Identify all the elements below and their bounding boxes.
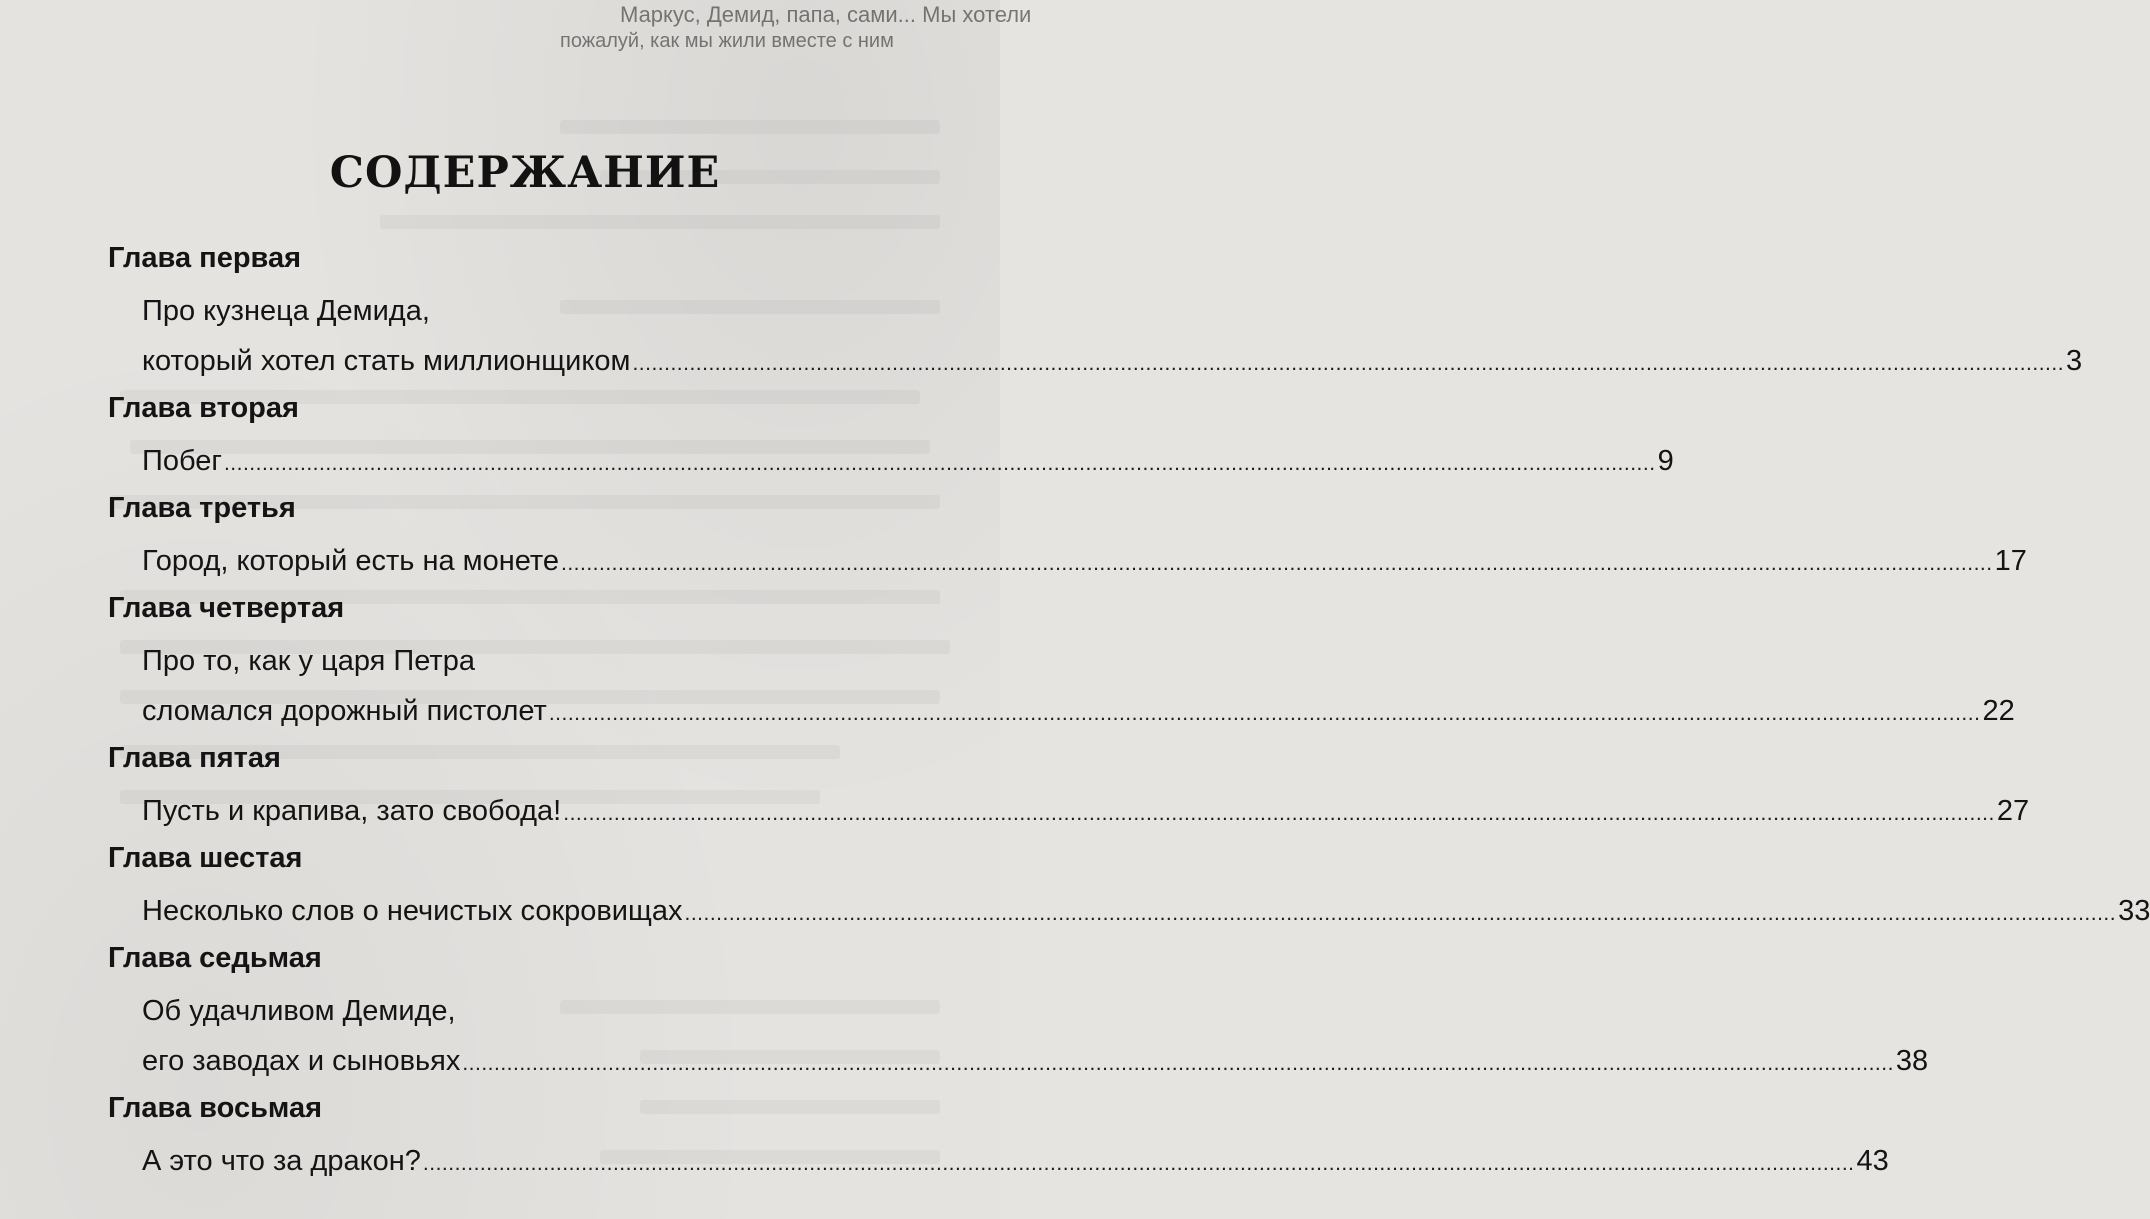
page-number: 22 bbox=[1982, 695, 2015, 727]
entry-last-line bbox=[142, 1136, 1889, 1186]
dot-leader bbox=[563, 789, 1995, 839]
page-number: 43 bbox=[1856, 1145, 1889, 1177]
entry-last-line bbox=[142, 336, 2083, 386]
fragment-line: Маркус, Демид, папа, сами... Мы хотели bbox=[620, 2, 1032, 27]
chapter-heading: Глава третья bbox=[108, 492, 296, 524]
chapter-entry bbox=[108, 886, 2150, 936]
dot-leader bbox=[632, 339, 2064, 389]
toc-chapter bbox=[108, 386, 1674, 486]
chapter-heading: Глава восьмая bbox=[108, 1092, 323, 1124]
dot-leader bbox=[423, 1139, 1855, 1189]
entry-last-line bbox=[142, 786, 2030, 836]
chapter-entry bbox=[108, 986, 1929, 1086]
entry-title-line: Об удачливом Демиде, bbox=[142, 995, 456, 1027]
toc-chapter bbox=[108, 586, 2015, 736]
dot-leader bbox=[224, 439, 1656, 489]
entry-last-line bbox=[142, 436, 1674, 486]
entry-title-line: Город, который есть на монете bbox=[142, 545, 559, 577]
chapter-heading: Глава первая bbox=[108, 242, 302, 274]
page-number: 9 bbox=[1657, 445, 1674, 477]
chapter-entry bbox=[108, 786, 2030, 836]
entry-title-line: А это что за дракон? bbox=[142, 1145, 421, 1177]
fragment-line: пожалуй, как мы жили вместе с ним bbox=[560, 30, 894, 52]
entry-title-line: сломался дорожный пистолет bbox=[142, 695, 547, 727]
toc-chapter bbox=[108, 936, 1929, 1086]
entry-title-line: Несколько слов о нечистых сокровищах bbox=[142, 895, 683, 927]
entry-last-line bbox=[142, 686, 2015, 736]
table-of-contents bbox=[108, 236, 2150, 1186]
page-number: 17 bbox=[1994, 545, 2027, 577]
chapter-heading: Глава вторая bbox=[108, 392, 299, 424]
chapter-entry bbox=[108, 536, 2027, 586]
chapter-entry bbox=[108, 286, 2083, 386]
chapter-entry bbox=[108, 436, 1674, 486]
toc-chapter bbox=[108, 836, 2150, 936]
page-number: 33 bbox=[2118, 895, 2150, 927]
dot-leader bbox=[549, 689, 1981, 739]
chapter-entry bbox=[108, 1136, 1889, 1186]
entry-title-line: Про то, как у царя Петра bbox=[142, 645, 475, 677]
entry-title-line: Пусть и крапива, зато свобода! bbox=[142, 795, 562, 827]
toc-chapter bbox=[108, 736, 2030, 836]
dot-leader bbox=[462, 1039, 1894, 1089]
chapter-heading: Глава пятая bbox=[108, 742, 281, 774]
page-number: 3 bbox=[2066, 345, 2083, 377]
dot-leader bbox=[685, 889, 2117, 939]
entry-last-line bbox=[142, 1036, 1929, 1086]
entry-title-line: Про кузнеца Демида, bbox=[142, 295, 430, 327]
chapter-heading: Глава шестая bbox=[108, 842, 303, 874]
entry-title-line: Побег bbox=[142, 445, 222, 477]
page-number: 27 bbox=[1996, 795, 2030, 827]
entry-last-line bbox=[142, 536, 2027, 586]
chapter-heading: Глава четвертая bbox=[108, 592, 345, 624]
toc-chapter bbox=[108, 1086, 1889, 1186]
chapter-heading: Глава седьмая bbox=[108, 942, 322, 974]
chapter-entry bbox=[108, 636, 2015, 736]
page-title: СОДЕРЖАНИЕ bbox=[329, 148, 721, 198]
entry-title-line: его заводах и сыновьях bbox=[142, 1045, 461, 1077]
page-number: 38 bbox=[1895, 1045, 1929, 1077]
toc-chapter bbox=[108, 486, 2027, 586]
entry-title-line: который хотел стать миллионщиком bbox=[142, 345, 631, 377]
entry-last-line bbox=[142, 886, 2150, 936]
toc-chapter bbox=[108, 236, 2083, 386]
dot-leader bbox=[561, 539, 1993, 589]
previous-page-fragment bbox=[560, 2, 1032, 112]
